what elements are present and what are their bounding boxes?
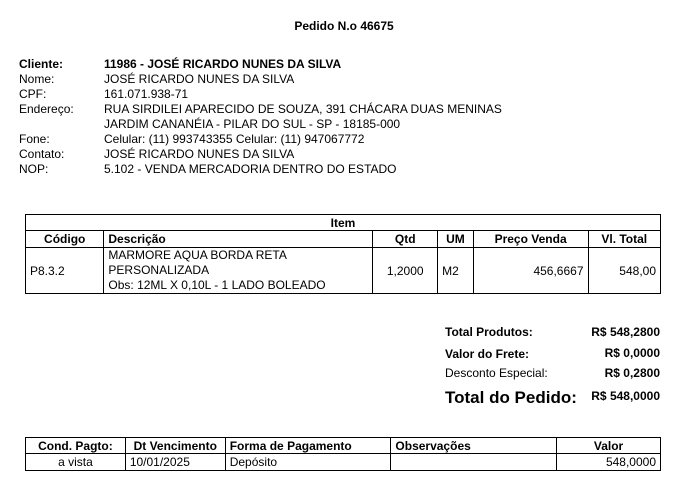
item-preco: 456,6667 (473, 248, 588, 294)
item-descricao-line: PERSONALIZADA (108, 263, 210, 277)
table-row (26, 454, 661, 471)
col-header-qtd: Qtd (373, 231, 438, 248)
cliente-value: 11986 - JOSÉ RICARDO NUNES DA SILVA (104, 57, 342, 71)
payment-valor: 548,0000 (557, 454, 661, 471)
col-header-cond-pagto: Cond. Pagto: (26, 438, 126, 454)
payment-vencimento: 10/01/2025 (125, 454, 225, 471)
col-header-um: UM (438, 231, 474, 248)
valor-frete-label: Valor do Frete: (445, 347, 530, 361)
cpf-value: 161.071.938-71 (104, 87, 189, 101)
item-qtd: 1,2000 (373, 248, 438, 294)
item-um: M2 (438, 248, 474, 294)
total-pedido-label: Total do Pedido: (445, 388, 577, 407)
col-header-descricao: Descrição (104, 231, 373, 248)
payment-obs (391, 454, 557, 471)
desconto-label: Desconto Especial: (445, 366, 548, 380)
payment-cond: a vista (26, 454, 126, 471)
cliente-label: Cliente: (19, 57, 64, 71)
nome-value: JOSÉ RICARDO NUNES DA SILVA (104, 72, 295, 86)
item-total: 548,00 (588, 248, 661, 294)
contato-label: Contato: (19, 147, 65, 161)
page-title: Pedido N.o 46675 (294, 19, 394, 33)
nome-label: Nome: (19, 72, 55, 86)
fone-value: Celular: (11) 993743355 Celular: (11) 947067772 (104, 132, 365, 146)
cpf-label: CPF: (19, 87, 47, 101)
nop-value: 5.102 - VENDA MERCADORIA DENTRO DO ESTADO (104, 162, 397, 176)
table-row (26, 248, 661, 294)
item-observacao: Obs: 12ML X 0,10L - 1 LADO BOLEADO (108, 278, 326, 292)
contato-value: JOSÉ RICARDO NUNES DA SILVA (104, 147, 295, 161)
total-produtos-label: Total Produtos: (445, 325, 533, 339)
valor-frete-value: R$ 0,0000 (604, 346, 660, 360)
col-header-total: Vl. Total (588, 231, 661, 248)
items-caption: Item (26, 215, 661, 231)
payment-forma: Depósito (225, 454, 391, 471)
fone-label: Fone: (19, 132, 50, 146)
col-header-preco: Preço Venda (473, 231, 588, 248)
col-header-observacoes: Observações (391, 438, 557, 454)
total-produtos-value: R$ 548,2800 (591, 325, 660, 339)
col-header-codigo: Código (26, 231, 104, 248)
item-descricao (104, 248, 373, 294)
desconto-value: R$ 0,2800 (604, 366, 660, 380)
endereco-line1: RUA SIRDILEI APARECIDO DE SOUZA, 391 CHÁCARA DUAS MENINAS (104, 102, 502, 116)
items-table (25, 214, 661, 294)
nop-label: NOP: (19, 162, 49, 176)
item-codigo: P8.3.2 (26, 248, 104, 294)
col-header-valor: Valor (557, 438, 661, 454)
endereco-line2: JARDIM CANANÉIA - PILAR DO SUL - SP - 18185-000 (104, 117, 401, 131)
col-header-forma: Forma de Pagamento (225, 438, 391, 454)
item-descricao-line: MARMORE AQUA BORDA RETA (108, 248, 287, 262)
col-header-vencimento: Dt Vencimento (125, 438, 225, 454)
endereco-label: Endereço: (19, 102, 74, 116)
payment-table (25, 437, 661, 471)
total-pedido-value: R$ 548,0000 (591, 389, 660, 403)
